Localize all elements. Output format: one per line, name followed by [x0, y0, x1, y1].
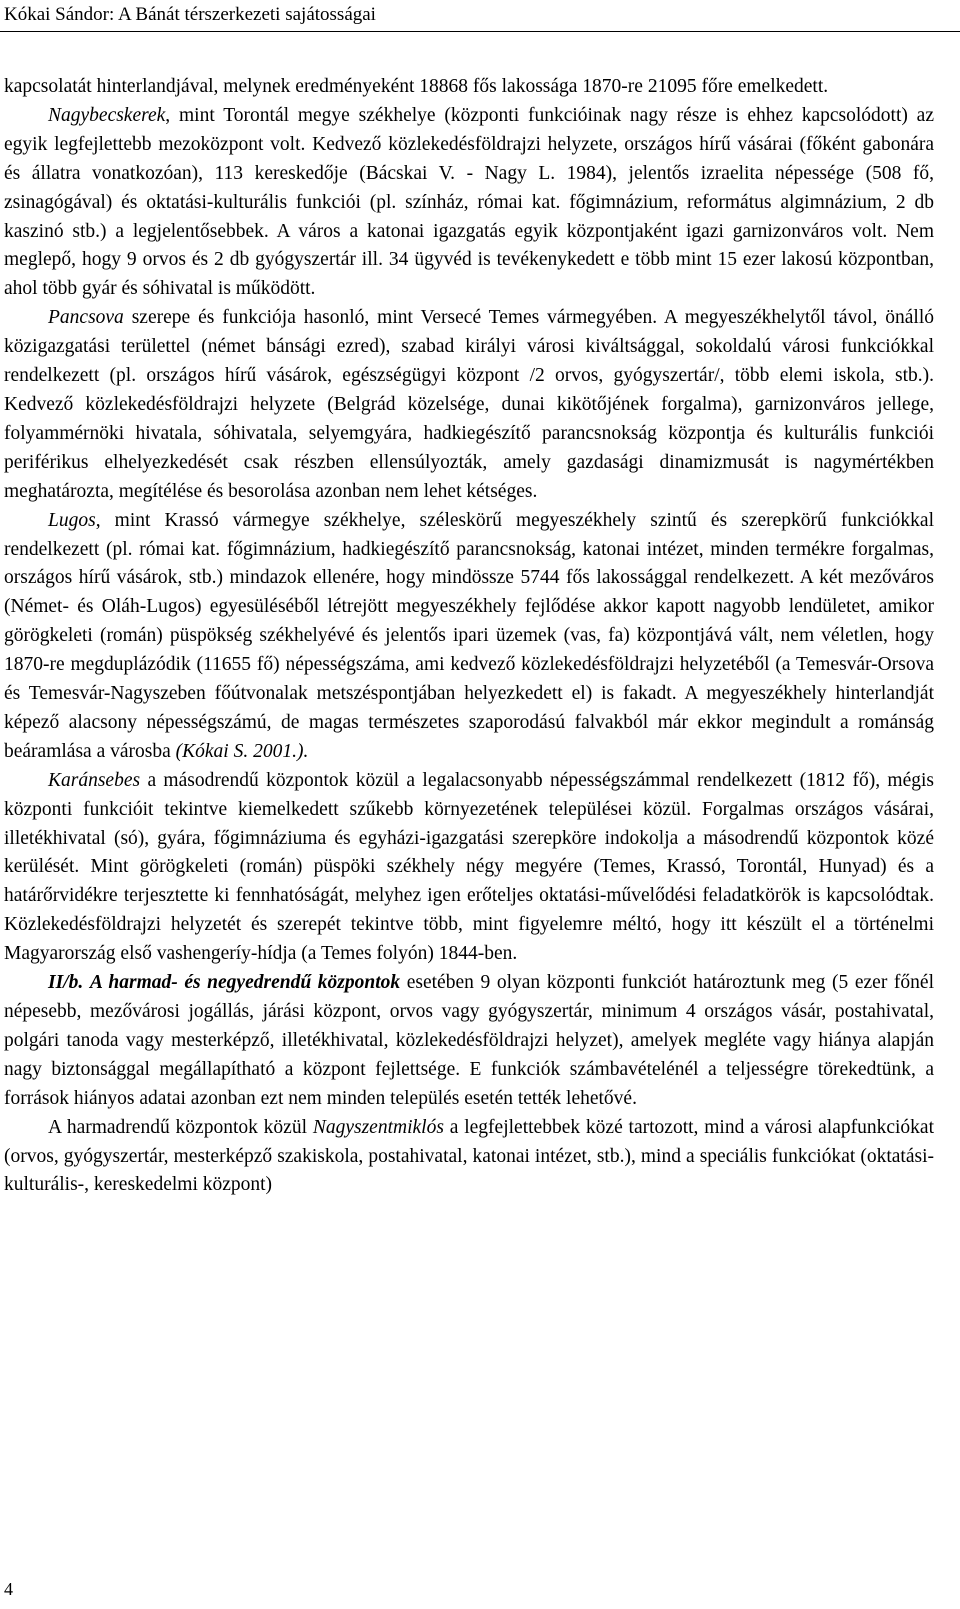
- paragraph-2: [4, 102, 934, 304]
- paragraph-7: [4, 1114, 934, 1201]
- header-rule: [0, 31, 960, 32]
- paragraph-text: a másodrendű központok közül a legalacsonyabb népességszámmal rendelkezett (1812 fő), mégis központi funkcióit tekintve kiemelkedett szűkebb környezetének települései közül. Forgalmas országos vásárai, illetékhivatal (só), gyára, főgimnáziuma és egyházi-igazgatási szerepköre indokolja a másodrendű központok közé kerülését. Mint görögkeleti (román) püspöki székhely négy megyére (Temes, Krassó, Torontál, Hunyad) és a határőrvidékre terjesztette ki fennhatóságát, melyhez igen erőteljes oktatási-művelődési feladatkörök is kapcsolódtak. Közlekedésföldrajzi helyzetét és szerepét tekintve több, mint figyelemre méltó, hogy itt készült el a történelmi Magyarország első vashengeríy-hídja (a Temes folyón) 1844-ben.: [4, 769, 934, 965]
- paragraph-text: , mint Krassó vármegye székhelye, széleskörű megyeszékhely szintű és szerepkörű funkciókkal rendelkezett (pl. római kat. főgimnázium, hadkiegészítő parancsnokság, katonai intézet, minden termékre forgalmas, országos hírű vásárok, stb.) mindazok ellenére, hogy mindössze 5744 fős lakossággal rendelkezett. A két mezőváros (Német- és Oláh-Lugos) egyesüléséből létrejött megyeszékhely fejlődése akkor kapott nagyobb lendületet, amikor görögkeleti (román) püspökség székhelyévé és jelentős ipari üzemek (vas, fa) központjává vált, nem véletlen, hogy 1870-re megduplázódik (11655 fő) népességszáma, ami kedvező közlekedésföldrajzi helyzetéből (a Temesvár-Orsova és Temesvár-Nagyszeben főútvonalak metszéspontjában helyezkedett el) is fakadt. A megyeszékhely hinterlandját képező alacsony népességszámú, de magas természetes szaporodású falvakból már ekkor megindult a románság beáramlása a városba: [4, 509, 934, 762]
- paragraph-text: a legfejlettebbek közé tartozott, mind a városi alapfunkciókat (orvos, gyógyszertár, mesterképző szakiskola, postahivatal, katonai intézet, stb.), mind a speciális funkciókat (oktatási-kulturális-, kereskedelmi központ): [4, 1116, 934, 1196]
- place-name-lugos: Lugos: [48, 509, 96, 531]
- citation: (Kókai S. 2001.).: [175, 740, 309, 762]
- place-name-nagyszentmiklos: Nagyszentmiklós: [312, 1116, 444, 1138]
- paragraph-3: [4, 304, 934, 506]
- section-heading: A harmad- és negyedrendű központok: [89, 972, 401, 994]
- place-name-karansebes: Karánsebes: [48, 769, 141, 791]
- page-number: 4: [4, 1579, 13, 1599]
- paragraph-text: A harmadrendű központok közül: [48, 1116, 313, 1138]
- paragraph-6: [4, 969, 934, 1114]
- paragraph-text: kapcsolatát hinterlandjával, melynek eredményeként 18868 fős lakossága 1870-re 21095 főre emelkedett.: [4, 76, 829, 97]
- place-name-nagybecskerek: Nagybecskerek: [48, 104, 166, 126]
- paragraph-5: [4, 767, 934, 969]
- paragraph-text: esetében 9 olyan központi funkciót határoztunk meg (5 ezer főnél népesebb, mezővárosi jogállás, járási központ, orvos vagy gyógyszertár, minimum 4 országos vásár, postahivatal, polgári tanoda vagy mesterképző, illetékhivatal, közlekedésföldrajzi helyzet), amelyek megléte vagy hiánya alapján nagy biztonsággal megállapítható a központ fejlettsége. E funkciók számbavételénél a teljességre törekedtünk, a források hiányos adatai azonban ezt nem minden település esetén tették lehetővé.: [4, 972, 935, 1109]
- place-name-pancsova: Pancsova: [48, 307, 124, 329]
- paragraph-1: [4, 73, 934, 102]
- paragraph-4: [4, 507, 934, 767]
- paragraph-text: szerepe és funkciója hasonló, mint Versecé Temes vármegyében. A megyeszékhelytől távol, önálló közigazgatási területtel (német bánsági ezred), szabad királyi városi kiváltsággal, sokoldalú városi funkciókkal rendelkezett (pl. országos hírű vásárok, egészségügyi központ /2 orvos, gyógyszertár/, több elemi iskola, stb.). Kedvező közlekedésföldrajzi helyzete (Belgrád közelsége, dunai kikötőjének forgalma), garnizonváros jellege, folyammérnöki hivatala, sóhivatala, selyemgyára, hadkiegészítő parancsnokság központja és kulturális funkciói periférikus elhelyezkedését csak részben ellensúlyozták, amely gazdasági dinamizmusát is nagymértékben meghatározta, megítélése és besorolása azonban nem lehet kétséges.: [4, 307, 934, 502]
- section-label: II/b.: [48, 972, 84, 994]
- body-text: [4, 73, 934, 1200]
- paragraph-text: , mint Torontál megye székhelye (központi funkcióinak nagy része is ehhez kapcsolódott) az egyik legfejlettebb mezoközpont volt. Kedvező közlekedésföldrajzi helyzete, országos hírű vásárai (főként gabonára és állatra vonatkozóan), 113 kereskedője (Bácskai V. - Nagy L. 1984), jelentős izraelita népessége (508 fő, zsinagógával) és oktatási-kulturális funkciói (pl. színház, római kat. főgimnázium, református algimnázium, 2 db kaszinó stb.) a legjelentősebbek. A város a katonai igazgatás egyik központjaként igazi garnizonváros volt. Nem meglepő, hogy 9 orvos és 2 db gyógyszertár ill. 34 ügyvéd is tevékenykedett e több mint 15 ezer lakosú központban, ahol több gyár és sóhivatal is működött.: [4, 104, 934, 300]
- running-header: Kókai Sándor: A Bánát térszerkezeti sajátosságai: [4, 4, 376, 25]
